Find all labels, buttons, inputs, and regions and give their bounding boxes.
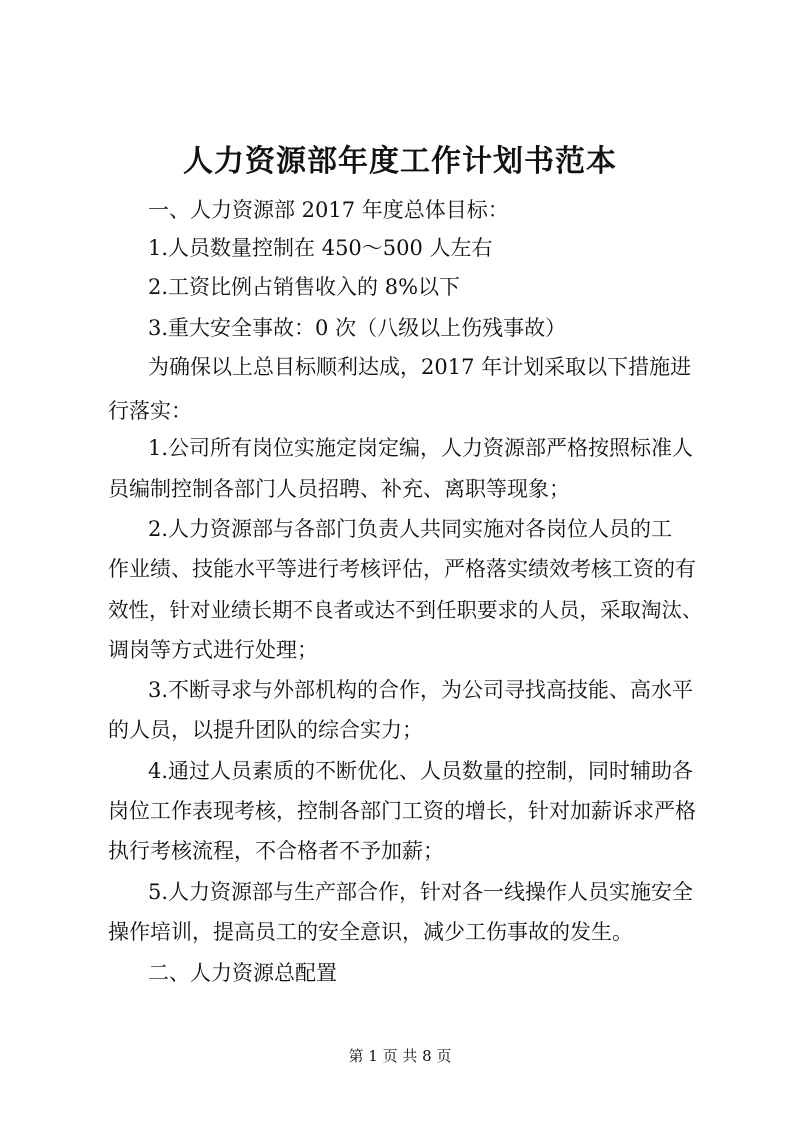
measure-1-line: 员编制控制各部门人员招聘、补充、离职等现象； (108, 477, 570, 501)
measure-4-line: 4.通过人员素质的不断优化、人员数量的控制，同时辅助各 (148, 759, 694, 783)
measure-2-line: 效性，针对业绩长期不良者或达不到任职要求的人员，采取淘汰、 (108, 598, 703, 622)
measure-5-line: 操作培训，提高员工的安全意识，减少工伤事故的发生。 (108, 920, 633, 944)
section-heading-allocation: 二、人力资源总配置 (148, 961, 337, 985)
measure-1-line: 1.公司所有岗位实施定岗定编，人力资源部严格按照标准人 (148, 436, 694, 460)
measure-3-line: 的人员，以提升团队的综合实力； (108, 718, 423, 742)
goal-item-3: 3.重大安全事故：0 次（八级以上伤残事故） (148, 316, 567, 340)
paragraph-line: 行落实： (108, 399, 192, 423)
measure-2-line: 作业绩、技能水平等进行考核评估，严格落实绩效考核工资的有 (108, 557, 696, 581)
measure-4-line: 执行考核流程，不合格者不予加薪； (108, 839, 444, 863)
paragraph-line: 为确保以上总目标顺利达成，2017 年计划采取以下措施进 (148, 355, 692, 379)
page-number-footer: 第 1 页 共 8 页 (348, 1047, 452, 1065)
measure-2-line: 调岗等方式进行处理； (108, 638, 318, 662)
measure-5-line: 5.人力资源部与生产部合作，针对各一线操作人员实施安全 (148, 880, 694, 904)
measure-2-line: 2.人力资源部与各部门负责人共同实施对各岗位人员的工 (148, 517, 673, 541)
measure-3-line: 3.不断寻求与外部机构的合作，为公司寻找高技能、高水平 (148, 678, 694, 702)
goal-item-1: 1.人员数量控制在 450～500 人左右 (148, 236, 493, 260)
document-title: 人力资源部年度工作计划书范本 (183, 144, 617, 179)
goal-item-2: 2.工资比例占销售收入的 8%以下 (148, 275, 461, 299)
section-heading-goals: 一、人力资源部 2017 年度总体目标： (148, 198, 509, 222)
measure-4-line: 岗位工作表现考核，控制各部门工资的增长，针对加薪诉求严格 (108, 799, 696, 823)
